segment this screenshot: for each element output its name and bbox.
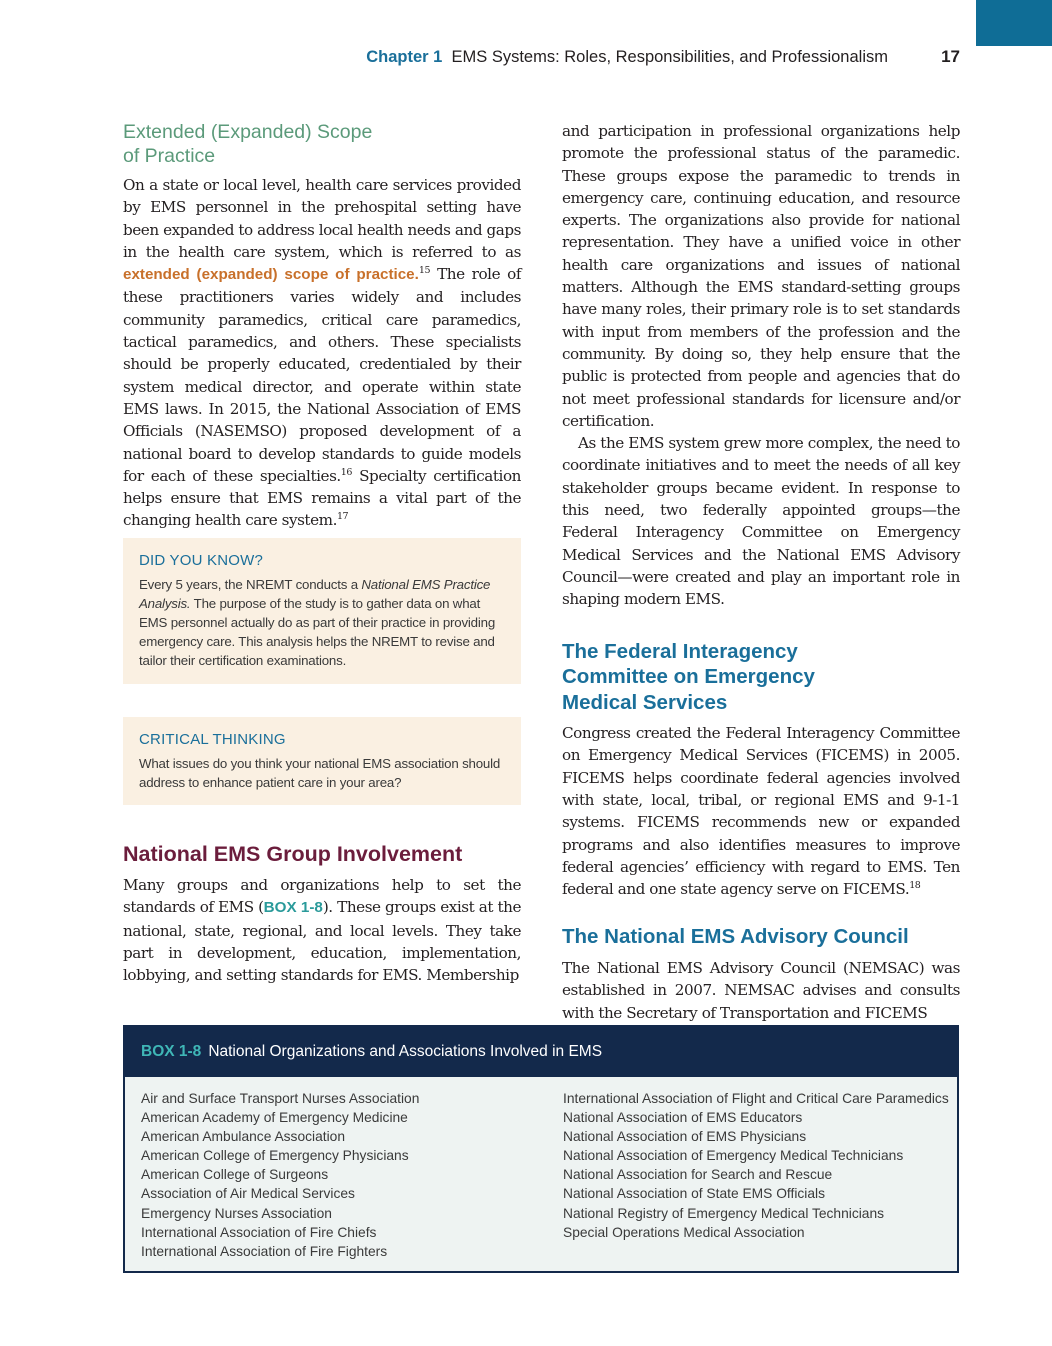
- chapter-title: EMS Systems: Roles, Responsibilities, and Professionalism: [451, 48, 888, 66]
- organization-item: National Registry of Emergency Medical Technicians: [563, 1205, 885, 1221]
- box-label: BOX 1-8: [141, 1043, 202, 1060]
- running-head: [200, 48, 888, 67]
- box-title: National Organizations and Associations Involved in EMS: [208, 1043, 603, 1060]
- organization-item: National Association for Search and Rescue: [563, 1167, 833, 1183]
- organization-item: National Association of EMS Physicians: [563, 1129, 807, 1145]
- reference-superscript: 16: [340, 466, 352, 478]
- section-heading-nemsac: The National EMS Advisory Council: [562, 925, 909, 949]
- organization-item: Special Operations Medical Association: [563, 1224, 805, 1240]
- section-heading-national-ems-group: National EMS Group Involvement: [123, 842, 463, 866]
- reference-superscript: 15: [418, 265, 431, 277]
- key-term[interactable]: extended (expanded) scope of practice.: [123, 266, 419, 284]
- left-column-lower: [123, 841, 521, 986]
- organization-item: International Association of Flight and Critical Care Paramedics: [563, 1091, 949, 1106]
- reference-superscript: 18: [909, 880, 921, 892]
- organization-item: National Association of Emergency Medical Technicians: [563, 1148, 904, 1164]
- box-header: [125, 1027, 957, 1077]
- chapter-color-tab: [976, 0, 1052, 46]
- organization-item: National Association of EMS Educators: [563, 1110, 803, 1126]
- organization-item: Air and Surface Transport Nurses Association: [141, 1091, 420, 1106]
- critical-thinking-box: [123, 717, 521, 805]
- box-column-2: [563, 1089, 953, 1242]
- organization-item: Association of Air Medical Services: [141, 1186, 355, 1202]
- organization-item: International Association of Fire Fighters: [141, 1243, 388, 1259]
- paragraph-professional-orgs: and participation in professional organizations help promote the professional status of the paramedic. These groups expose the paramedic to trends in emergency care, continuing education, and resource experts. The organizations also provide for national representation. They have a unified voice in other health care organizations and issues of national matters. Although the EMS standard-setting groups have many roles, their primary role is to set standards with input from members of the profession and the community. By doing so, they help ensure that the public is protected from people and agencies that do not meet professional standards for licensure and/or certification.: [562, 122, 960, 430]
- organization-item: Emergency Nurses Association: [141, 1205, 332, 1221]
- did-you-know-title: DID YOU KNOW?: [139, 552, 264, 569]
- box-reference-link[interactable]: BOX 1-8: [263, 899, 323, 917]
- critical-thinking-text: What issues do you think your national EMS association should address to enhance patient care in your area?: [139, 756, 501, 790]
- left-column: [123, 120, 521, 532]
- paragraph-extended-scope: On a state or local level, health care services provided by EMS personnel in the prehospital setting have been expanded to address local health needs and gaps in the health care system, which is referred to as extended (expanded) scope of practice.$^{15}$ The role of these practitioners varies widely and includes community paramedics, critical care paramedics, tactical paramedics, and others. These specialists should be properly educated, credentialed by their system medical director, and operate within state EMS laws. In 2015, the National Association of EMS Officials (NASEMSO) proposed development of a national board to develop standards to guide models for each of these specialties.$^{16}$ Specialty certification helps ensure that EMS remains a vital part of the changing health care system.$^{17}$: [123, 176, 522, 530]
- reference-superscript: 17: [336, 511, 349, 523]
- paragraph-ficems: Congress created the Federal Interagency Committee on Emergency Medical Services (FICEMS) in 2005. FICEMS helps coordinate federal agencies involved with state, local, tribal, or regional EMS and 9-1-1 systems. FICEMS recommends new or expanded programs and also identifies measures to improve federal agencies’ efficiency with regard to EMS. Ten federal and one state agency serve on FICEMS.$^{18}$: [562, 724, 960, 899]
- organization-item: International Association of Fire Chiefs: [141, 1224, 377, 1240]
- paragraph-ems-complexity: As the EMS system grew more complex, the need to coordinate initiatives and to meet the needs of all key stakeholder groups became evident. In response to this need, two federally appointed groups—the Federal Interagency Committee on Emergency Medical Services and the National EMS Advisory Council—were created and play an important role in shaping modern EMS.: [562, 434, 960, 609]
- right-column: [562, 120, 960, 1024]
- organization-item: National Association of State EMS Officials: [563, 1186, 826, 1202]
- page-number: 17: [941, 47, 960, 66]
- box-1-8: [123, 1025, 959, 1273]
- critical-thinking-title: CRITICAL THINKING: [139, 731, 286, 748]
- organization-item: American College of Surgeons: [141, 1167, 329, 1183]
- section-heading-ficems: The Federal Interagency Committee on Emergency Medical Services: [562, 639, 815, 714]
- organization-item: American College of Emergency Physicians: [141, 1148, 409, 1164]
- organization-item: American Ambulance Association: [141, 1129, 345, 1145]
- box-column-1: [141, 1089, 531, 1261]
- section-heading-extended-scope: Extended (Expanded) Scope of Practice: [123, 121, 373, 167]
- chapter-label: Chapter 1: [366, 48, 443, 66]
- did-you-know-text: Every 5 years, the NREMT conducts a National EMS Practice Analysis. The purpose of the study is to gather data on what EMS personnel actually do as part of their practice in providing emergency care. This analysis helps the NREMT to revise and tailor their certification examinations.: [139, 577, 496, 668]
- did-you-know-box: [123, 538, 521, 684]
- organization-item: American Academy of Emergency Medicine: [141, 1110, 408, 1126]
- paragraph-national-ems-group: Many groups and organizations help to set the standards of EMS (BOX 1-8). These groups exist at the national, state, regional, and local levels. They take part in development, education, implementation, lobbying, and setting standards for EMS. Membership: [123, 876, 521, 985]
- paragraph-nemsac: The National EMS Advisory Council (NEMSAC) was established in 2007. NEMSAC advises and consults with the Secretary of Transportation and FICEMS: [562, 958, 960, 1022]
